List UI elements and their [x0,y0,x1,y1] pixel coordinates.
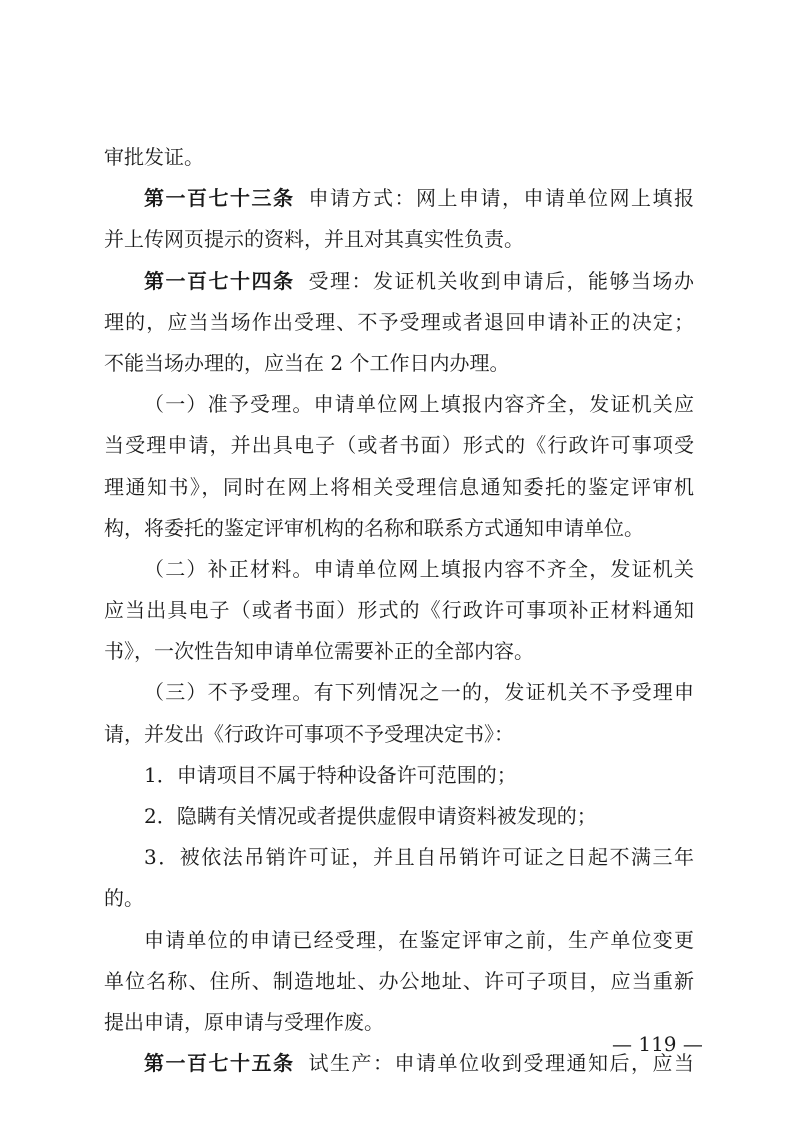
article-heading: 第一百七十三条 [144,186,295,211]
text-line [104,178,694,219]
line-text: 理的，应当当场作出受理、不予受理或者退回申请补正的决定； [104,309,694,334]
article-heading: 第一百七十五条 [144,1051,295,1076]
line-text: 提出申请，原申请与受理作废。 [104,1009,384,1034]
line-text: 申请单位的申请已经受理，在鉴定评审之前，生产单位变更 [144,927,694,952]
line-text: 审批发证。 [104,145,204,169]
text-line [104,1002,694,1043]
line-text: 应当出具电子（或者书面）形式的《行政许可事项补正材料通知 [104,598,694,623]
line-text: 并上传网页提示的资料，并且对其真实性负责。 [104,227,524,252]
text-line [104,1043,694,1084]
text-line [104,384,694,425]
text-line [104,590,694,631]
line-text: 不能当场办理的，应当在 2 个工作日内办理。 [104,350,510,375]
line-text: 当受理申请，并出具电子（或者书面）形式的《行政许可事项受 [104,433,694,458]
text-line [104,837,694,878]
document-body [104,137,694,1084]
text-line [104,261,694,302]
text-line [104,425,694,466]
text-line [104,755,694,796]
article-heading: 第一百七十四条 [144,268,295,293]
text-line [104,714,694,755]
line-text: 请，并发出《行政许可事项不予受理决定书》： [104,721,514,746]
text-line [104,219,694,260]
text-line [104,796,694,837]
line-text: （二）补正材料。申请单位网上填报内容不齐全，发证机关 [144,556,694,581]
line-text: （三）不予受理。有下列情况之一的，发证机关不予受理申 [144,680,694,705]
line-text: 申请方式：网上申请，申请单位网上填报 [308,186,694,211]
line-text: 理通知书》，同时在网上将相关受理信息通知委托的鉴定评审机 [104,474,694,499]
line-text: 试生产：申请单位收到受理通知后，应当 [308,1051,694,1076]
line-text: 2．隐瞒有关情况或者提供虚假申请资料被发现的； [144,804,597,828]
text-line [104,672,694,713]
text-line [104,508,694,549]
page-number: — 119 — [612,1032,703,1056]
text-line [104,343,694,384]
line-text: 构，将委托的鉴定评审机构的名称和联系方式通知申请单位。 [104,515,644,540]
text-line [104,961,694,1002]
text-line [104,467,694,508]
line-text: 的。 [104,886,144,911]
line-text: 1．申请项目不属于特种设备许可范围的； [144,762,517,787]
line-text: 书》，一次性告知申请单位需要补正的全部内容。 [104,639,534,664]
line-text: 3．被依法吊销许可证，并且自吊销许可证之日起不满三年 [144,845,694,870]
text-line [104,302,694,343]
line-text: （一）准予受理。申请单位网上填报内容齐全，发证机关应 [144,392,694,417]
line-text: 单位名称、住所、制造地址、办公地址、许可子项目，应当重新 [104,968,694,993]
text-line [104,549,694,590]
text-line [104,920,694,961]
text-line [104,631,694,672]
text-line [104,878,694,919]
line-text: 受理：发证机关收到申请后，能够当场办 [308,268,694,293]
text-line [104,137,694,178]
